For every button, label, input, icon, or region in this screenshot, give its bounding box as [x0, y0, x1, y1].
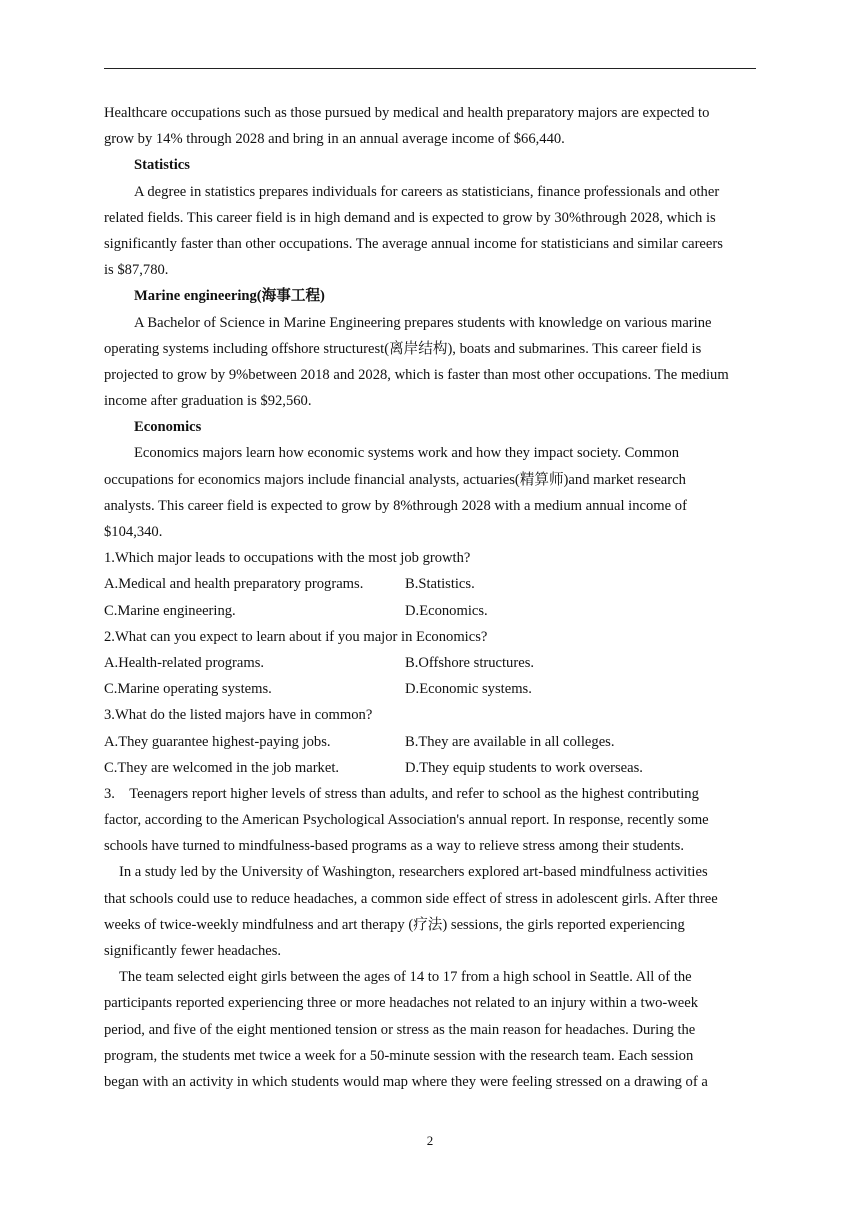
text-line: related fields. This career field is in high demand and is expected to grow by 30%through 2028, which is — [104, 209, 716, 226]
option-d: D.They equip students to work overseas. — [405, 759, 643, 776]
option-a: A.Health-related programs. — [104, 654, 265, 671]
option-row — [104, 571, 756, 597]
option-b: B.They are available in all colleges. — [405, 733, 615, 750]
text-line: is $87,780. — [104, 262, 169, 279]
passage-line: factor, according to the American Psychological Association's annual report. In response, recently some — [104, 812, 709, 829]
option-a: A.Medical and health preparatory programs. — [104, 576, 364, 593]
option-row — [104, 755, 756, 781]
text-line: occupations for economics majors include financial analysts, actuaries(精算师)and market research — [104, 471, 686, 488]
section-heading-marine-engineering: Marine engineering(海事工程) — [134, 288, 325, 305]
text-line: A degree in statistics prepares individuals for careers as statisticians, finance professionals and other — [134, 183, 720, 200]
passage-line: weeks of twice-weekly mindfulness and art therapy (疗法) sessions, the girls reported experiencing — [104, 916, 685, 933]
text-line: operating systems including offshore structurest(离岸结构), boats and submarines. This career field is — [104, 340, 702, 357]
option-row — [104, 598, 756, 624]
text-line: A Bachelor of Science in Marine Engineering prepares students with knowledge on various marine — [134, 314, 712, 331]
text-line: Healthcare occupations such as those pursued by medical and health preparatory majors are expected to — [104, 105, 710, 121]
text-line: Economics majors learn how economic systems work and how they impact society. Common — [134, 445, 679, 462]
section-heading-statistics: Statistics — [134, 157, 190, 174]
option-b: B.Offshore structures. — [405, 654, 535, 671]
option-b: B.Statistics. — [405, 576, 475, 593]
text-line: income after graduation is $92,560. — [104, 393, 312, 410]
question-stem: 3.What do the listed majors have in common? — [104, 707, 373, 724]
option-row — [104, 650, 756, 676]
passage-line: 3. Teenagers report higher levels of stress than adults, and refer to school as the highest contributing — [104, 785, 699, 802]
option-d: D.Economics. — [405, 602, 488, 619]
text-line: analysts. This career field is expected to grow by 8%through 2028 with a medium annual income of — [104, 497, 687, 514]
option-row — [104, 729, 756, 755]
passage-line: In a study led by the University of Washington, researchers explored art-based mindfulness activities — [119, 864, 708, 881]
document-body — [104, 100, 756, 1095]
text-line: significantly faster than other occupations. The average annual income for statisticians and similar careers — [104, 235, 723, 252]
option-c: C.Marine engineering. — [104, 602, 236, 619]
text-line: grow by 14% through 2028 and bring in an annual average income of $66,440. — [104, 131, 565, 148]
option-row — [104, 676, 756, 702]
passage-line: significantly fewer headaches. — [104, 943, 282, 959]
passage-line: The team selected eight girls between the ages of 14 to 17 from a high school in Seattle. All of the — [119, 969, 692, 986]
text-line: projected to grow by 9%between 2018 and 2028, which is faster than most other occupations. The medium — [104, 366, 729, 383]
page-number: 2 — [426, 1133, 434, 1148]
passage-line: period, and five of the eight mentioned tension or stress as the main reason for headaches. During the — [104, 1021, 696, 1038]
passage-line: schools have turned to mindfulness-based programs as a way to relieve stress among their students. — [104, 838, 684, 855]
option-d: D.Economic systems. — [405, 681, 532, 698]
passage-line: participants reported experiencing three or more headaches not related to an injury within a two-week — [104, 995, 699, 1012]
question-stem: 2.What can you expect to learn about if you major in Economics? — [104, 628, 488, 645]
option-c: C.They are welcomed in the job market. — [104, 759, 340, 776]
header-rule — [104, 68, 756, 69]
passage-line: began with an activity in which students would map where they were feeling stressed on a drawing of a — [104, 1073, 708, 1090]
option-c: C.Marine operating systems. — [104, 681, 272, 698]
option-a: A.They guarantee highest-paying jobs. — [104, 733, 331, 750]
passage-line: that schools could use to reduce headaches, a common side effect of stress in adolescent girls. After three — [104, 890, 718, 907]
section-heading-economics: Economics — [134, 419, 202, 436]
passage-line: program, the students met twice a week for a 50-minute session with the research team. Each session — [104, 1047, 694, 1064]
question-stem: 1.Which major leads to occupations with the most job growth? — [104, 550, 471, 567]
text-line: $104,340. — [104, 524, 163, 540]
